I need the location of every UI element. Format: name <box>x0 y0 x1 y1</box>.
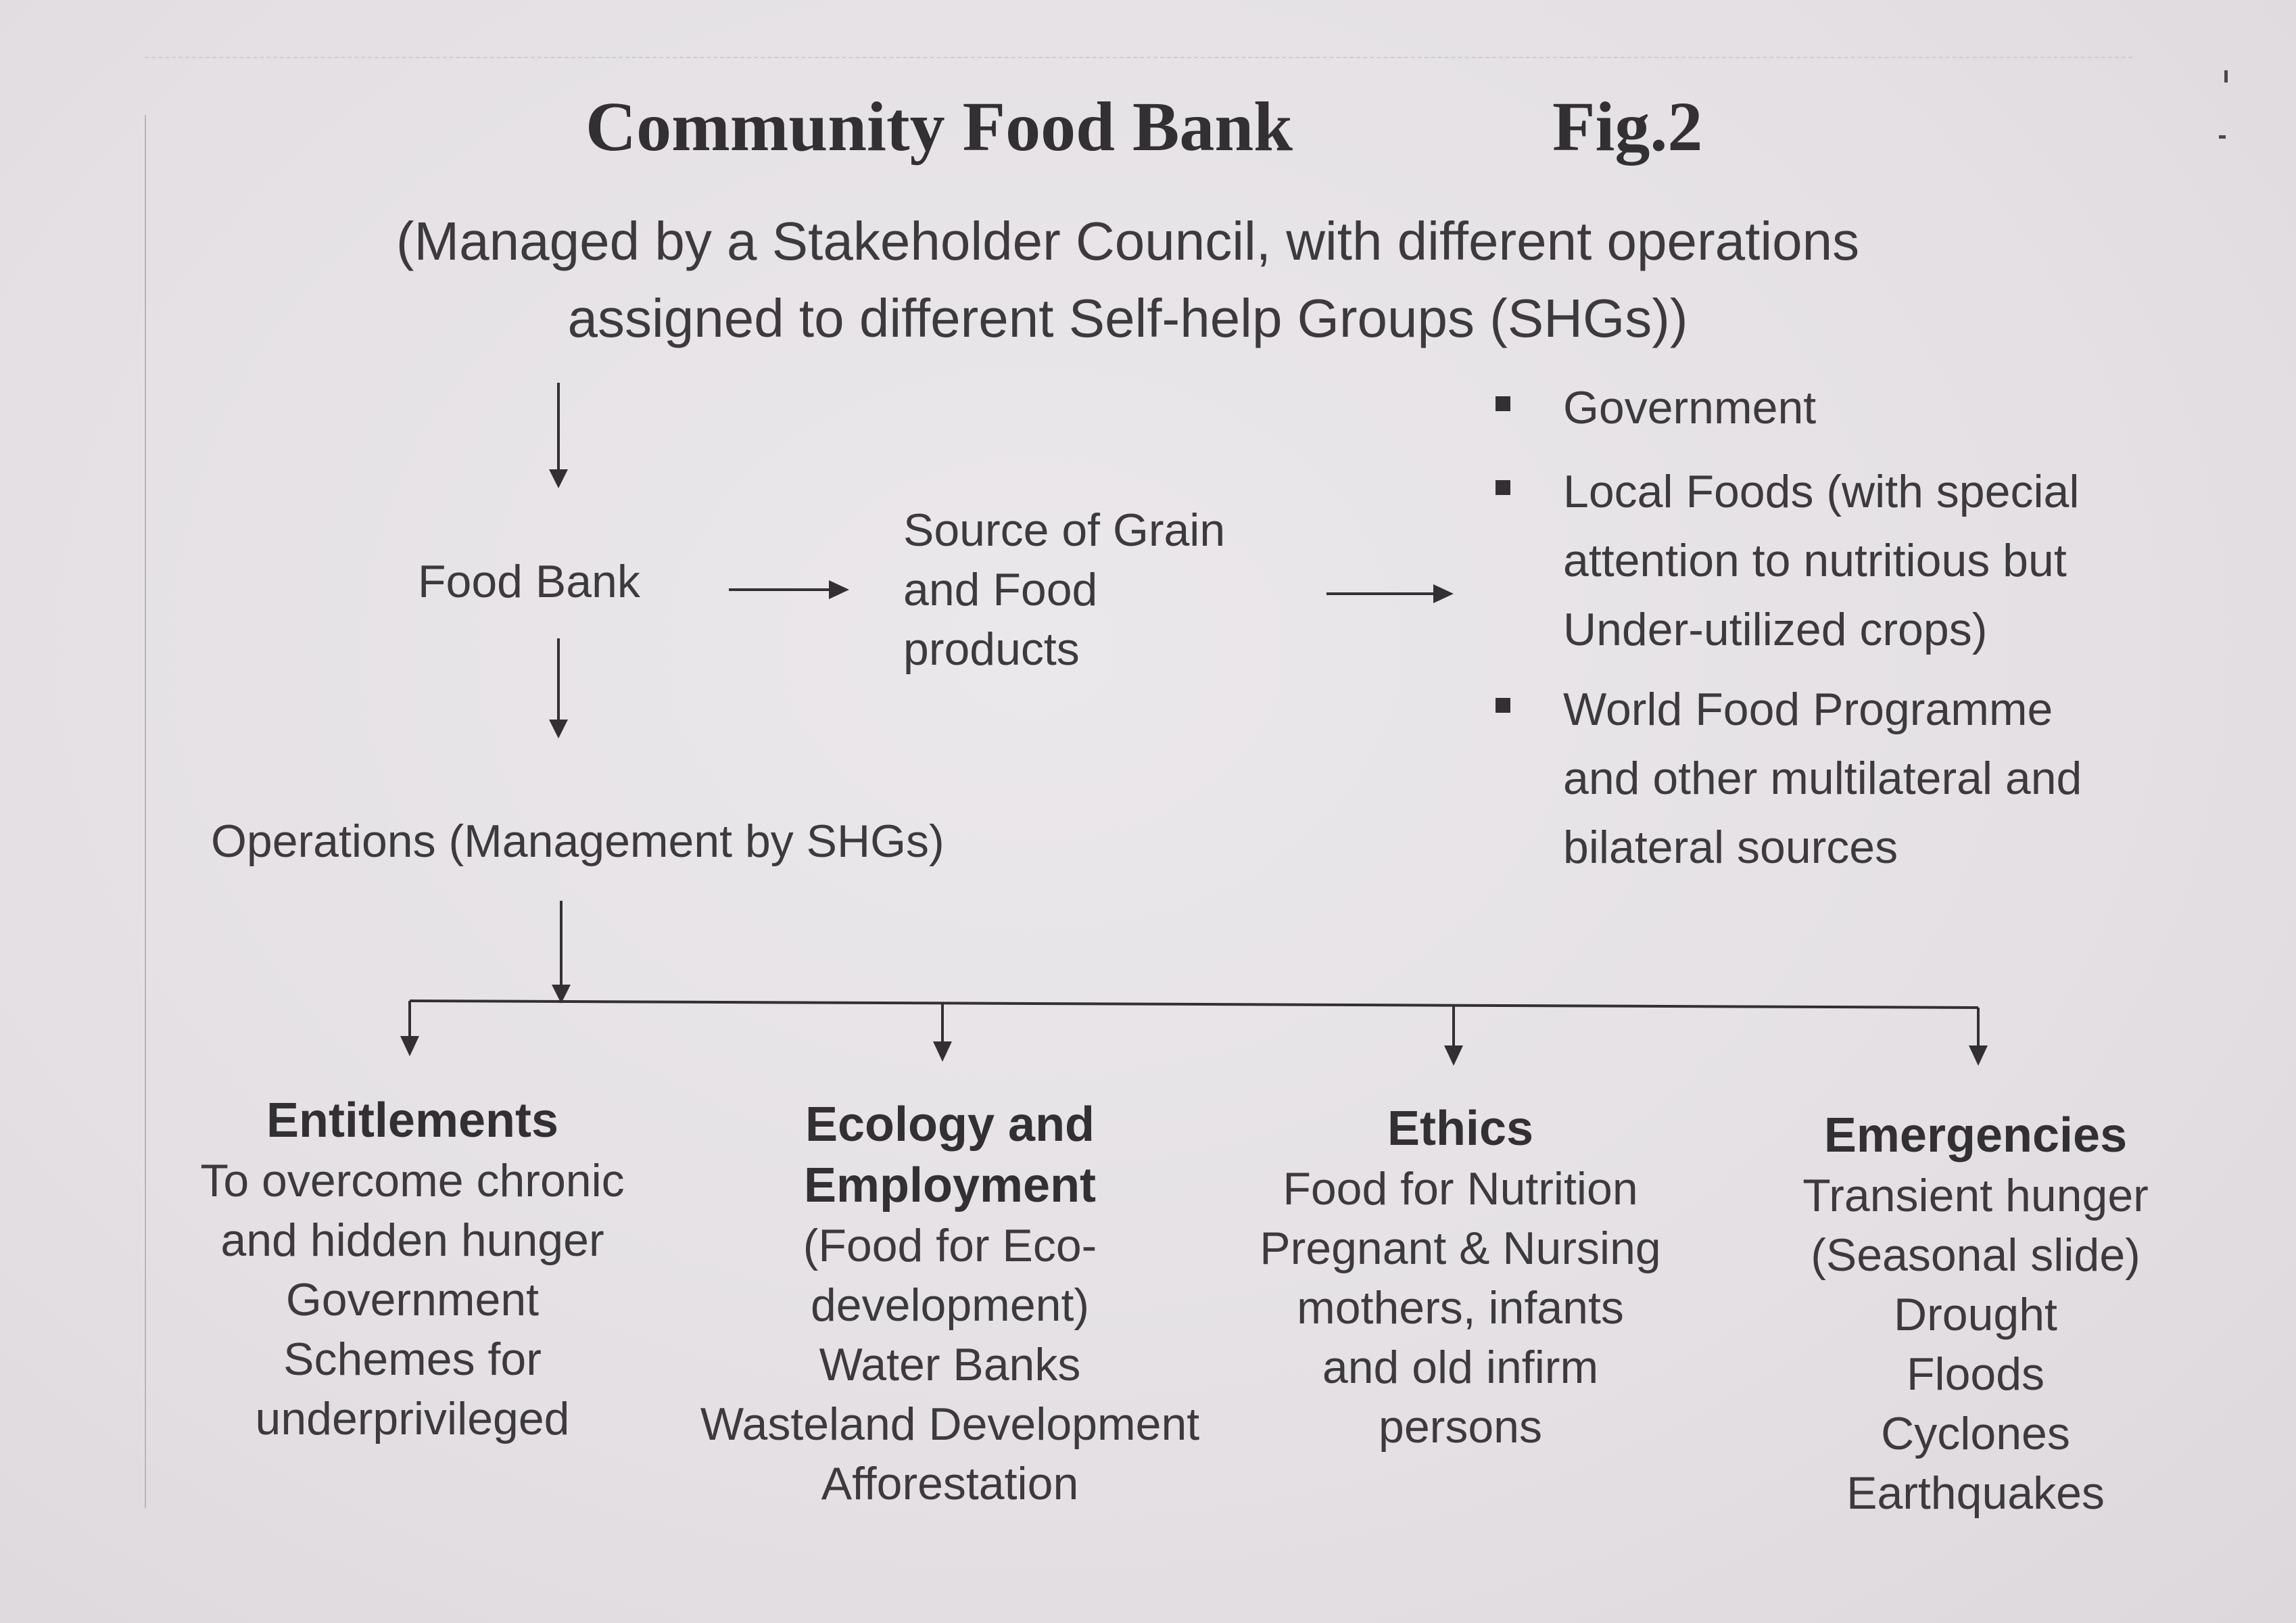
source-item-line: Local Foods (with special <box>1563 466 2080 517</box>
arrowhead-right-icon <box>1433 584 1454 603</box>
source-item-line: World Food Programme <box>1563 684 2053 735</box>
column-title: Ethics <box>1387 1102 1534 1156</box>
column-line: Food for Nutrition <box>1283 1163 1638 1215</box>
source-item-line: bilateral sources <box>1563 822 1898 873</box>
source-item-line: Under-utilized crops) <box>1563 604 1988 655</box>
operations-node: Operations (Management by SHGs) <box>211 816 944 867</box>
column-line: Transient hunger <box>1802 1170 2149 1221</box>
source-item-line: attention to nutritious but <box>1563 535 2067 586</box>
column-title: Entitlements <box>266 1093 559 1148</box>
column-line: Afforestation <box>821 1458 1079 1509</box>
food-bank-node: Food Bank <box>418 556 640 607</box>
column-line: (Food for Eco- <box>803 1220 1097 1271</box>
column-line: underprivileged <box>255 1393 570 1444</box>
subtitle-line-2: assigned to different Self-help Groups (SHGs)) <box>567 288 1688 348</box>
source-node-line-1: Source of Grain <box>903 504 1226 556</box>
column-title: Employment <box>803 1158 1097 1213</box>
column-entitlements <box>142 1090 683 1449</box>
column-title: Ecology and <box>805 1098 1095 1152</box>
source-node-line-2: and Food <box>903 564 1098 615</box>
column-line: Wasteland Development <box>700 1398 1200 1450</box>
column-line: Government <box>285 1274 540 1325</box>
arrowhead-down-icon <box>549 469 568 488</box>
arrowhead-down-icon <box>400 1036 419 1056</box>
arrowhead-down-icon <box>1444 1045 1463 1066</box>
arrowhead-down-icon <box>1969 1045 1988 1066</box>
scan-speck <box>2219 135 2226 139</box>
column-line: Floods <box>1906 1348 2045 1400</box>
column-ecology-employment <box>663 1094 1237 1513</box>
column-line: and old infirm <box>1322 1342 1599 1393</box>
column-line: Earthquakes <box>1846 1467 2105 1519</box>
column-line: mothers, infants <box>1297 1282 1624 1334</box>
column-line: Schemes for <box>283 1334 542 1385</box>
column-line: (Seasonal slide) <box>1811 1229 2140 1281</box>
column-line: Cyclones <box>1881 1408 2070 1459</box>
arrowhead-down-icon <box>933 1041 952 1062</box>
arrowhead-right-icon <box>829 580 849 599</box>
column-line: Pregnant & Nursing <box>1260 1223 1661 1274</box>
column-line: Drought <box>1894 1289 2057 1340</box>
source-node-line-3: products <box>903 624 1080 675</box>
column-line: Water Banks <box>819 1339 1081 1390</box>
column-line: and hidden hunger <box>220 1215 604 1266</box>
column-title: Emergencies <box>1823 1108 2128 1162</box>
scan-speck <box>2224 70 2228 83</box>
source-item-line: and other multilateral and <box>1563 753 2082 804</box>
diagram-title: Community Food Bank <box>585 88 1293 166</box>
column-line: persons <box>1379 1401 1542 1453</box>
column-line: development) <box>810 1279 1090 1331</box>
branch-bus-line <box>410 1001 1978 1008</box>
figure-number: Fig.2 <box>1552 88 1703 166</box>
column-ethics <box>1190 1098 1731 1457</box>
column-line: To overcome chronic <box>200 1155 625 1206</box>
source-item-line: Government <box>1563 382 1817 433</box>
arrowhead-down-icon <box>549 720 568 738</box>
column-emergencies <box>1705 1105 2246 1523</box>
subtitle-line-1: (Managed by a Stakeholder Council, with different operations <box>396 211 1860 271</box>
